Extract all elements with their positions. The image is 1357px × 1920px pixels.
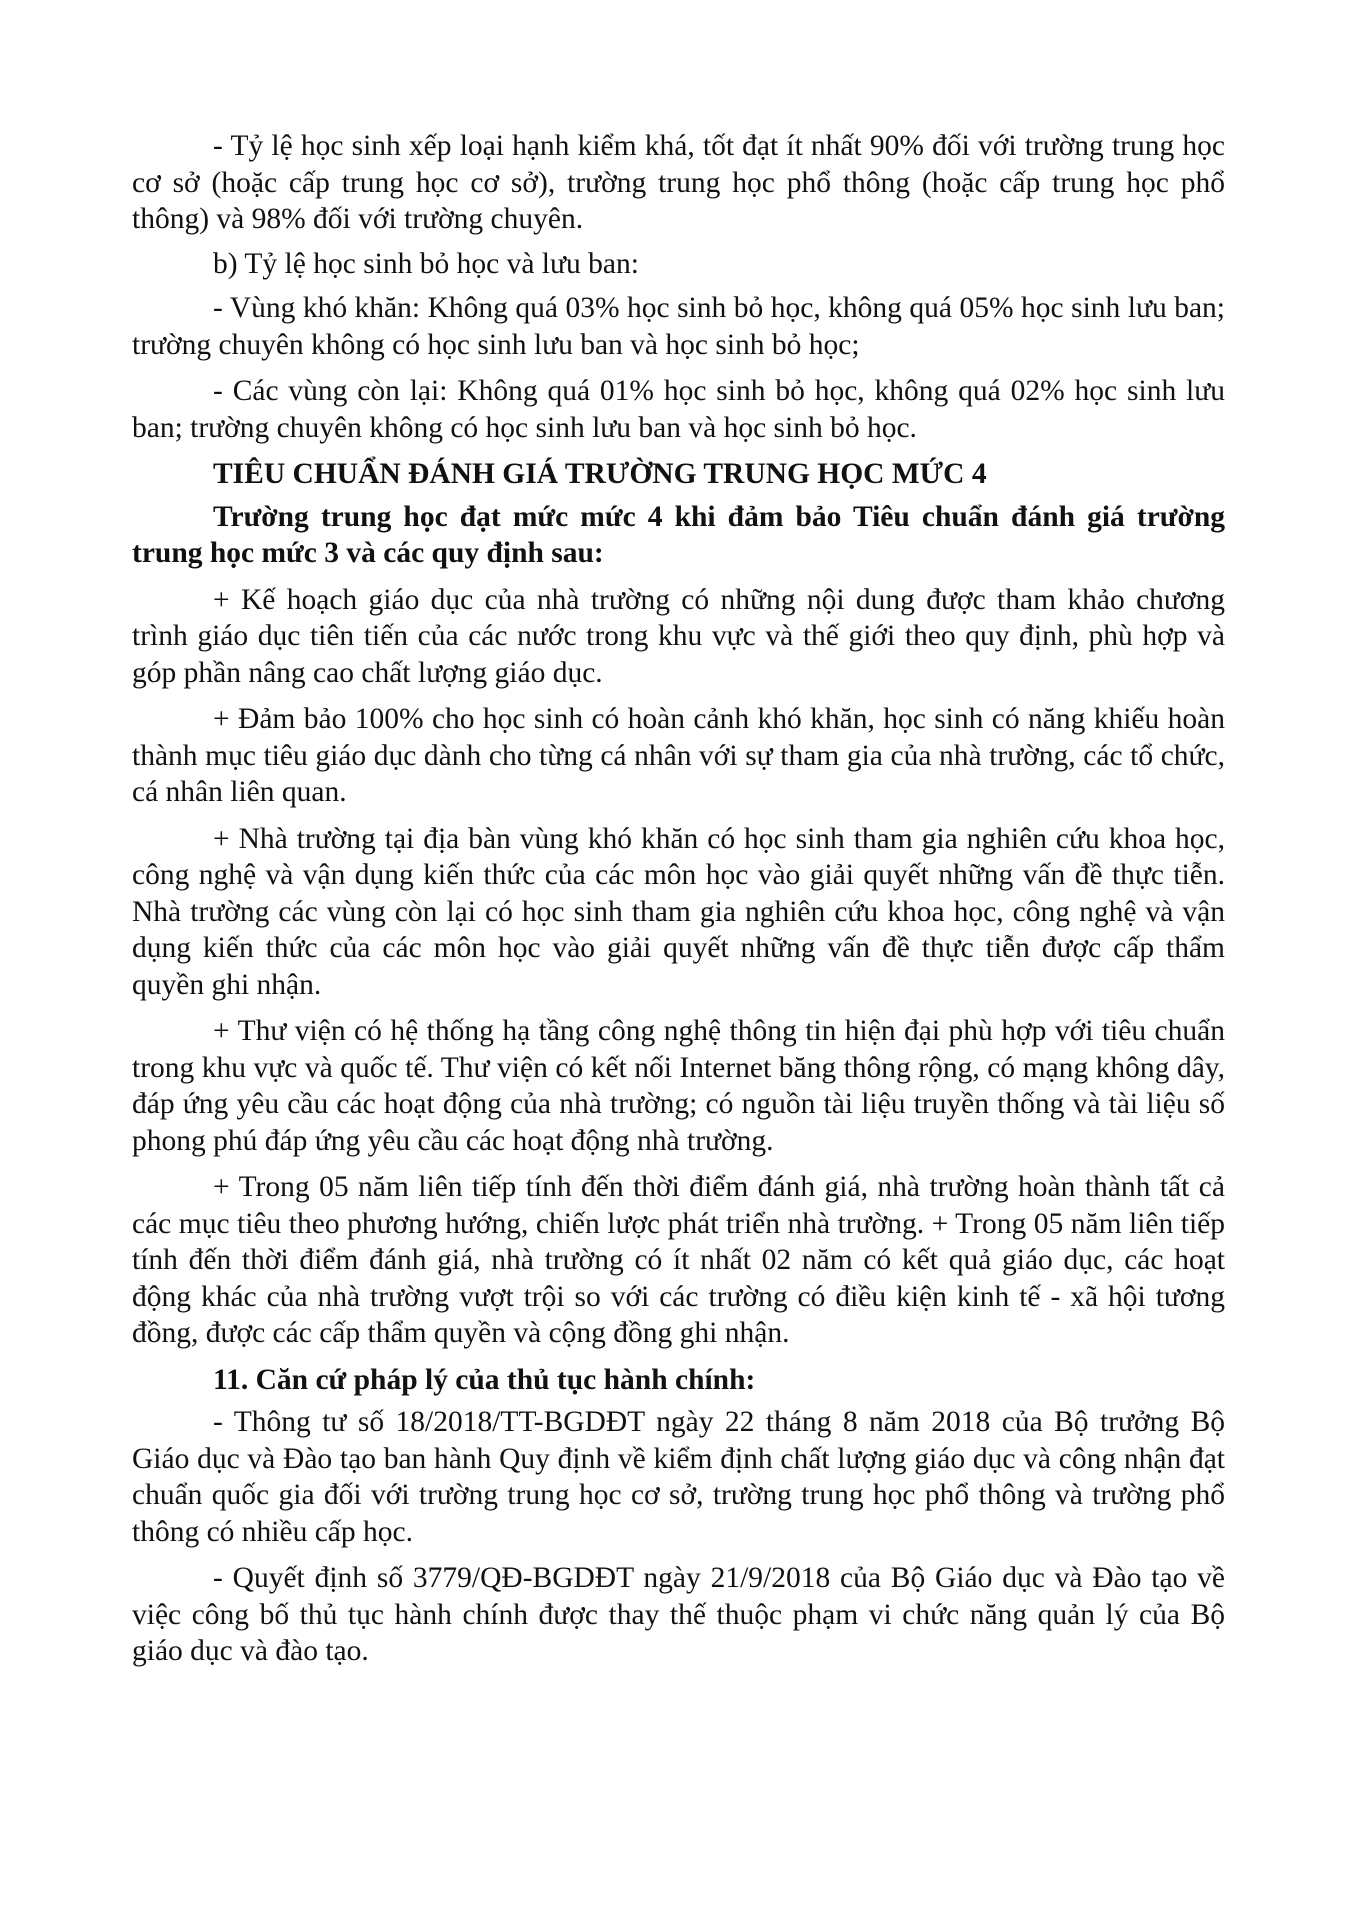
disadvantaged-students-paragraph: + Đảm bảo 100% cho học sinh có hoàn cảnh khó khăn, học sinh có năng khiếu hoàn thành mục tiêu giáo dục dành cho từng cá nhân với sự tham gia của nhà trường, các tổ chức, cá nhân liên quan. [132,703,1225,808]
library-paragraph: + Thư viện có hệ thống hạ tầng công nghệ thông tin hiện đại phù hợp với tiêu chuẩn trong khu vực và quốc tế. Thư viện có kết nối Internet băng thông rộng, có mạng không dây, đáp ứng yêu cầu các hoạt động của nhà trường; có nguồn tài liệu truyền thống và tài liệu số phong phú đáp ứng yêu cầu các hoạt động nhà trường. [132,1015,1225,1157]
level-4-intro-paragraph: Trường trung học đạt mức mức 4 khi đảm bảo Tiêu chuẩn đánh giá trường trung học mức 3 và các quy định sau: [132,500,1225,569]
legal-basis-heading: 11. Căn cứ pháp lý của thủ tục hành chính: [213,1363,756,1396]
document-page [132,128,1225,1680]
five-year-goals-paragraph: + Trong 05 năm liên tiếp tính đến thời điểm đánh giá, nhà trường hoàn thành tất cả các mục tiêu theo phương hướng, chiến lược phát triển nhà trường. + Trong 05 năm liên tiếp tính đến thời điểm đánh giá, nhà trường có ít nhất 02 năm có kết quả giáo dục, các hoạt động khác của nhà trường vượt trội so với các trường có điều kiện kinh tế - xã hội tương đồng, được các cấp thẩm quyền và cộng đồng ghi nhận. [132,1171,1225,1349]
difficult-area-paragraph: - Vùng khó khăn: Không quá 03% học sinh bỏ học, không quá 05% học sinh lưu ban; trường chuyên không có học sinh lưu ban và học sinh bỏ học; [132,292,1225,361]
conduct-rate-paragraph: - Tỷ lệ học sinh xếp loại hạnh kiểm khá, tốt đạt ít nhất 90% đối với trường trung học cơ sở (hoặc cấp trung học cơ sở), trường trung học phổ thông (hoặc cấp trung học phổ thông) và 98% đối với trường chuyên. [132,130,1225,235]
level-4-standard-title: TIÊU CHUẨN ĐÁNH GIÁ TRƯỜNG TRUNG HỌC MỨC 4 [213,458,987,490]
decision-3779-paragraph: - Quyết định số 3779/QĐ-BGDĐT ngày 21/9/2018 của Bộ Giáo dục và Đào tạo về việc công bố thủ tục hành chính được thay thế thuộc phạm vi chức năng quản lý của Bộ giáo dục và đào tạo. [132,1562,1225,1667]
other-areas-paragraph: - Các vùng còn lại: Không quá 01% học sinh bỏ học, không quá 02% học sinh lưu ban; trường chuyên không có học sinh lưu ban và học sinh bỏ học. [132,375,1225,444]
circular-18-paragraph: - Thông tư số 18/2018/TT-BGDĐT ngày 22 tháng 8 năm 2018 của Bộ trưởng Bộ Giáo dục và Đào tạo ban hành Quy định về kiểm định chất lượng giáo dục và công nhận đạt chuẩn quốc gia đối với trường trung học cơ sở, trường trung học phổ thông và trường phổ thông có nhiều cấp học. [132,1406,1225,1548]
research-paragraph: + Nhà trường tại địa bàn vùng khó khăn có học sinh tham gia nghiên cứu khoa học, công nghệ và vận dụng kiến thức của các môn học vào giải quyết những vấn đề thực tiễn. Nhà trường các vùng còn lại có học sinh tham gia nghiên cứu khoa học, công nghệ và vận dụng kiến thức của các môn học vào giải quyết những vấn đề thực tiễn được cấp thẩm quyền ghi nhận. [132,822,1225,1001]
education-plan-paragraph: + Kế hoạch giáo dục của nhà trường có những nội dung được tham khảo chương trình giáo dục tiên tiến của các nước trong khu vực và thế giới theo quy định, phù hợp và góp phần nâng cao chất lượng giáo dục. [132,583,1225,689]
dropout-retention-heading: b) Tỷ lệ học sinh bỏ học và lưu ban: [213,247,639,280]
